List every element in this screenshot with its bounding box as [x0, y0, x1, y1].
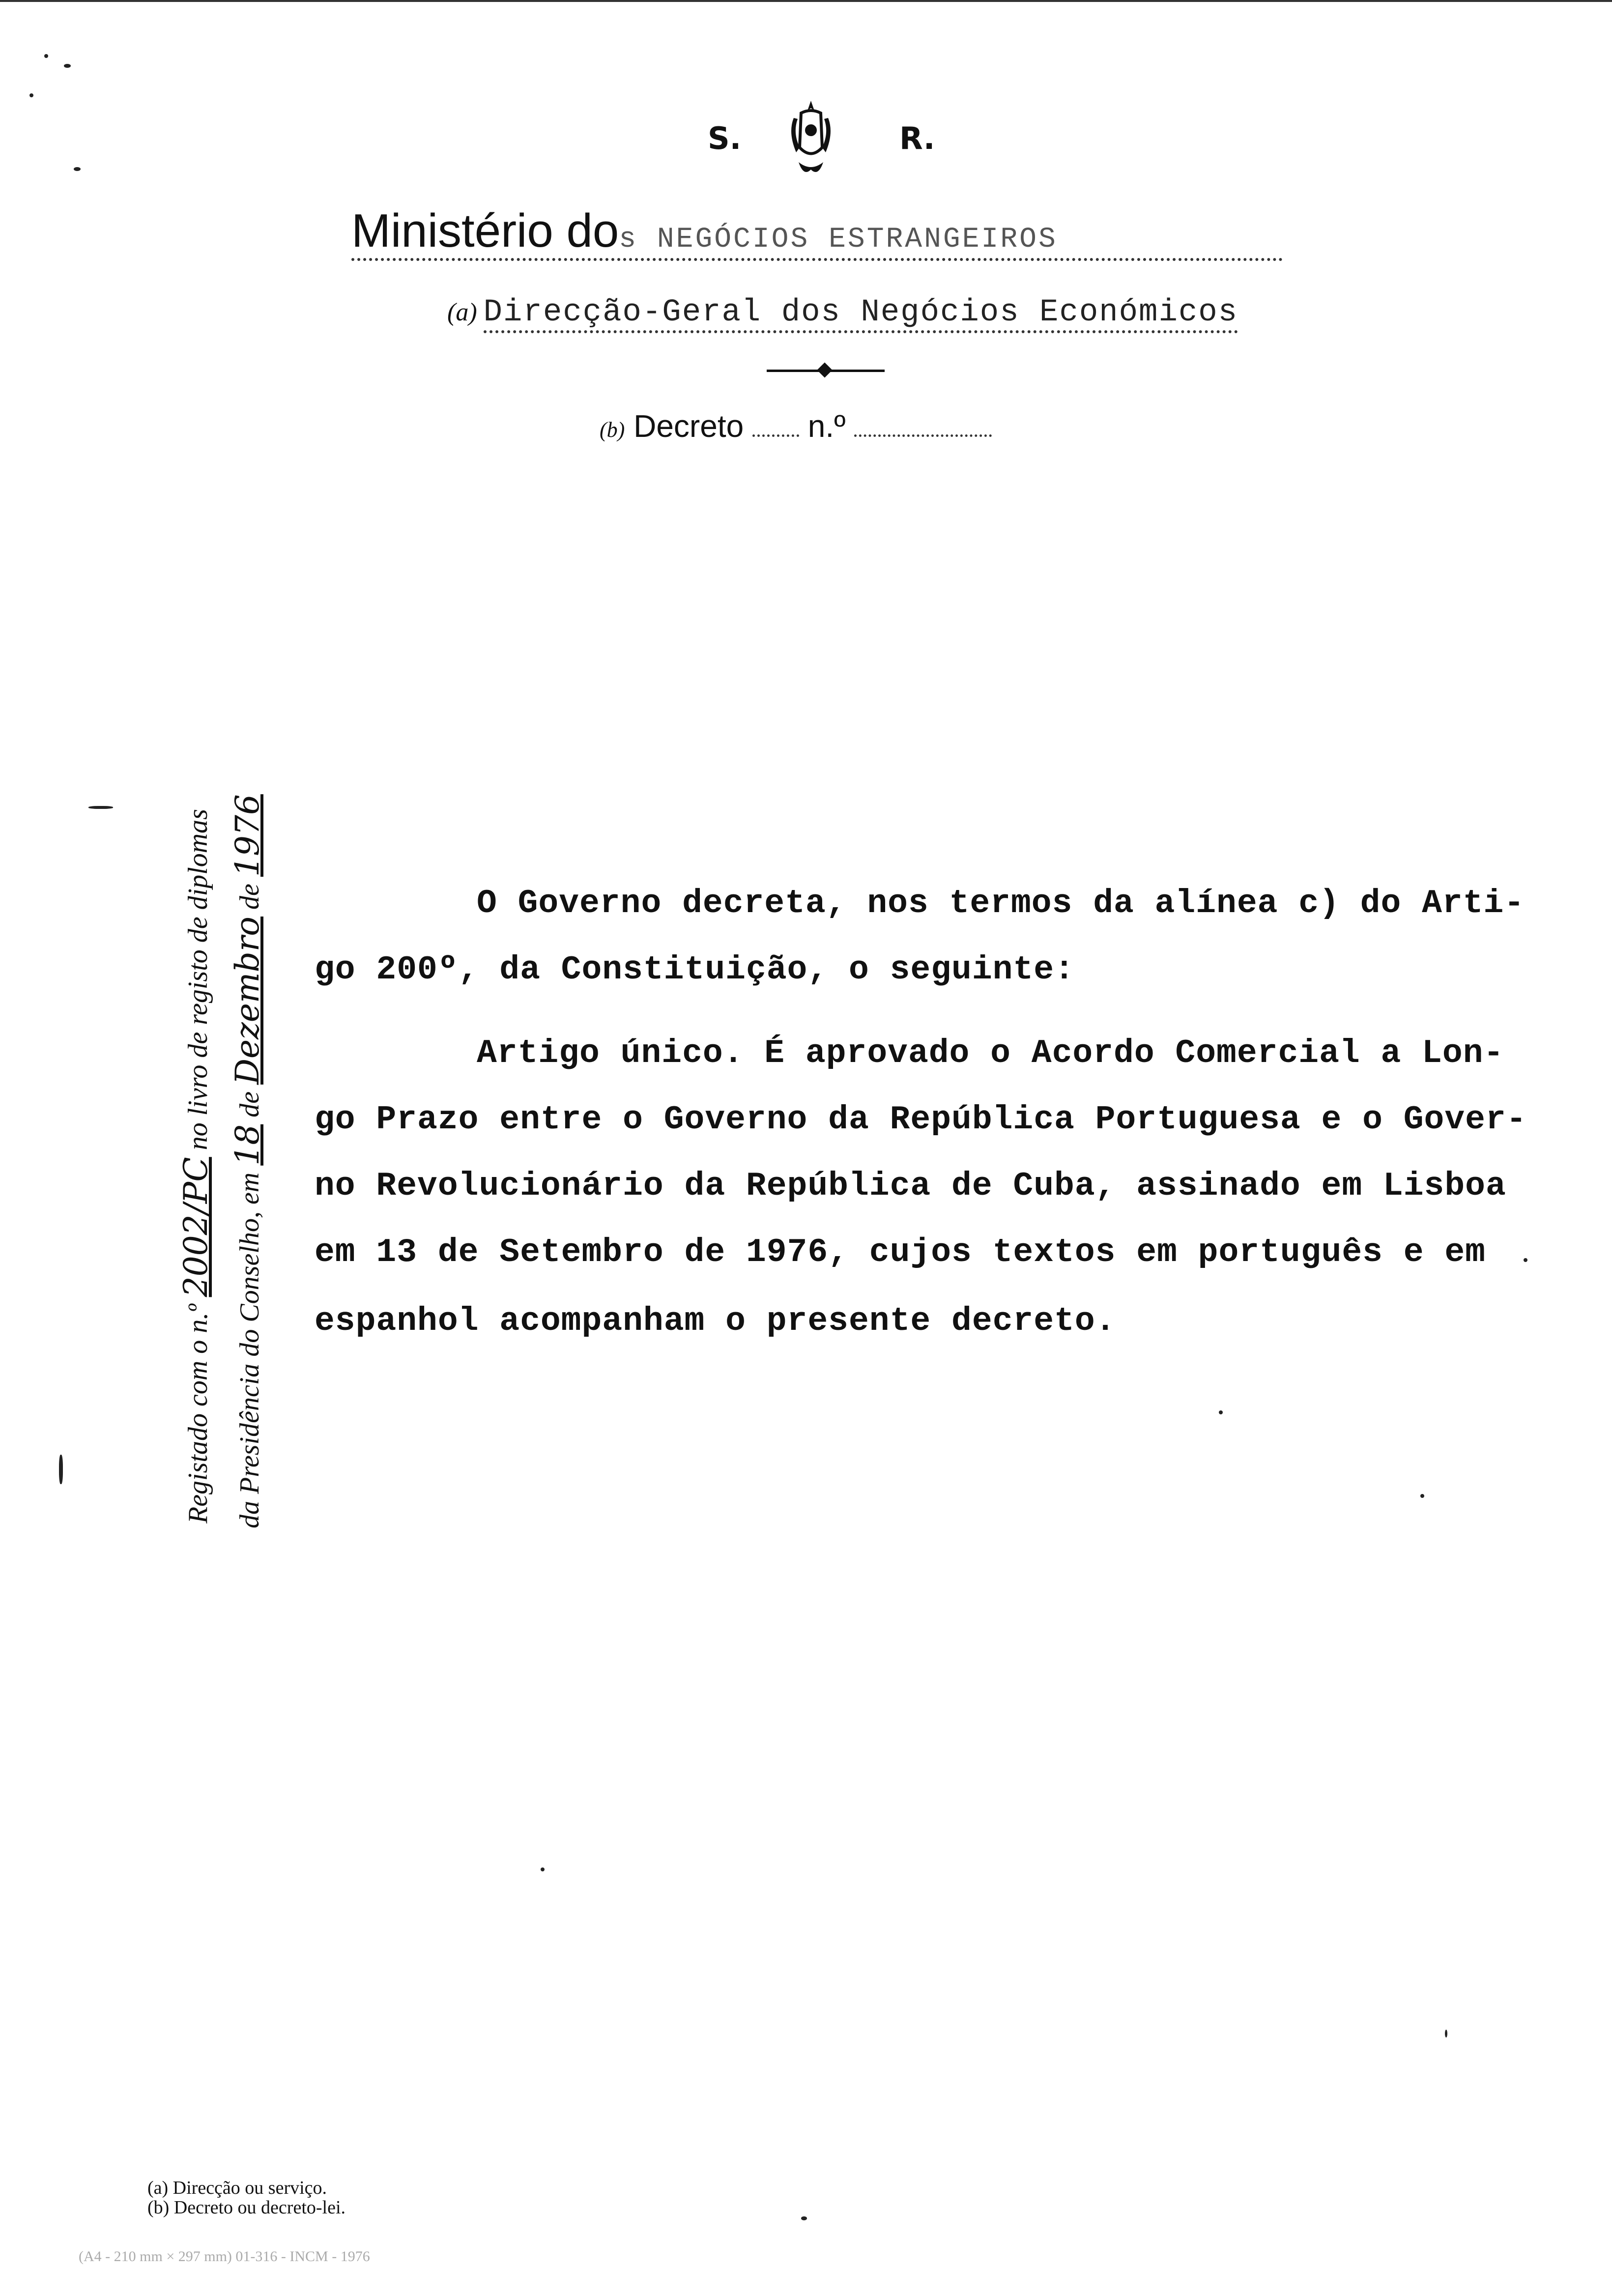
footnote-a: (a) Direcção ou serviço.: [147, 2178, 327, 2198]
footnote-b: (b) Decreto ou decreto-lei.: [147, 2197, 346, 2218]
body-line: no Revolucionário da República de Cuba, assinado em Lisboa: [315, 1167, 1506, 1205]
divider-diamond: [817, 362, 832, 377]
registration-de-2: de: [234, 884, 265, 910]
letter-s: S.: [708, 120, 742, 156]
decree-word: Decreto: [633, 408, 744, 444]
decree-number-blank: [854, 430, 992, 437]
registration-day-handwritten: 18: [229, 1124, 266, 1166]
letter-r: R.: [899, 120, 935, 156]
decree-number-label: n.º: [807, 408, 846, 444]
registration-year-handwritten: 1976: [229, 794, 266, 877]
registration-number-handwritten: 2002/PC: [177, 1157, 215, 1297]
print-code: (A4 - 210 mm × 297 mm) 01-316 - INCM - 1976: [79, 2248, 370, 2265]
registration-de: de: [234, 1091, 265, 1118]
registration-prefix: Registado com o n.º: [183, 1304, 213, 1523]
registration-note-line2: [229, 794, 266, 1528]
coat-of-arms-emblem: [784, 98, 838, 182]
direction-name-typed: Direcção-Geral dos Negócios Económicos: [484, 295, 1238, 333]
page-top-border: [0, 0, 1612, 2]
body-line: O Governo decreta, nos termos da alínea c) do Arti-: [477, 885, 1525, 922]
decree-line: [600, 408, 992, 444]
ministry-name-typed: s NEGÓCIOS ESTRANGEIROS: [619, 224, 1058, 256]
ministry-prefix: Ministério do: [351, 204, 619, 257]
decree-label: (b): [600, 418, 625, 442]
direction-line: [447, 295, 1238, 330]
registration-note-line1: [177, 809, 215, 1523]
ministry-line: [351, 204, 1283, 261]
body-line: em 13 de Setembro de 1976, cujos textos em português e em: [315, 1234, 1486, 1271]
decree-type-blank: [752, 430, 799, 437]
body-line: go Prazo entre o Governo da República Portuguesa e o Gover-: [315, 1101, 1527, 1139]
body-line: Artigo único. É aprovado o Acordo Comercial a Lon-: [477, 1034, 1504, 1072]
registration-office: da Presidência do Conselho, em: [234, 1172, 265, 1528]
body-line: go 200º, da Constituição, o seguinte:: [315, 951, 1075, 989]
registration-suffix: no livro de registo de diplomas: [183, 809, 213, 1150]
registration-month-handwritten: Dezembro: [229, 916, 266, 1085]
direction-label: (a): [447, 298, 477, 326]
body-line: espanhol acompanham o presente decreto.: [315, 1302, 1116, 1340]
